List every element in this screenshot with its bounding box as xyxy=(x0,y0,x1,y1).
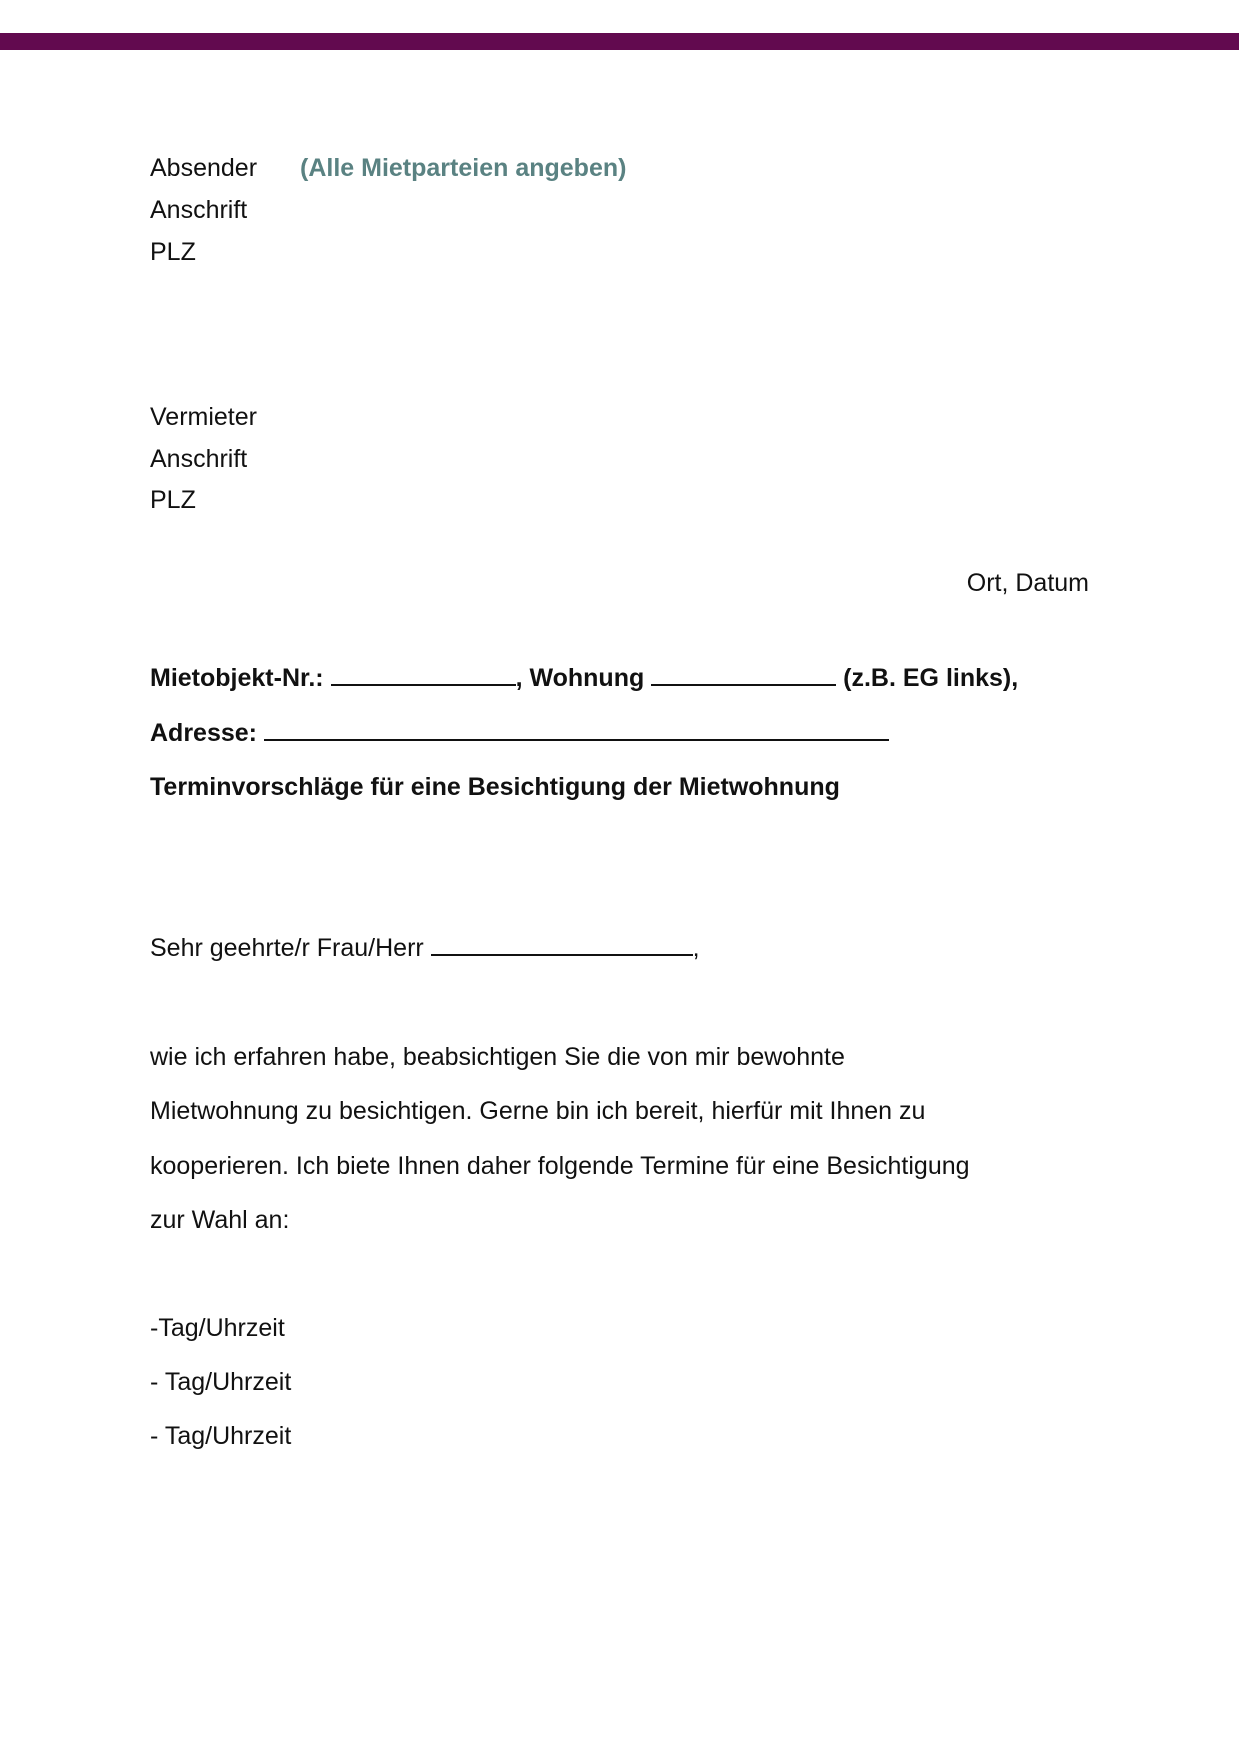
body-line: Mietwohnung zu besichtigen. Gerne bin ich bereit, hierfür mit Ihnen zu xyxy=(150,1097,926,1125)
recipient-address: Anschrift xyxy=(150,445,248,473)
address-label: Adresse: xyxy=(150,719,257,747)
address-field[interactable] xyxy=(264,719,889,741)
header-accent-bar xyxy=(0,33,1239,50)
appointment-item: - Tag/Uhrzeit xyxy=(150,1368,292,1396)
apartment-label: , Wohnung xyxy=(515,664,645,692)
sender-address: Anschrift xyxy=(150,196,248,224)
recipient-label: Vermieter xyxy=(150,403,257,431)
object-number-field[interactable] xyxy=(331,664,516,686)
subject-object-line xyxy=(150,663,1018,693)
appointment-item: -Tag/Uhrzeit xyxy=(150,1314,285,1342)
sender-zip: PLZ xyxy=(150,238,196,266)
subject-title: Terminvorschläge für eine Besichtigung der Mietwohnung xyxy=(150,773,840,801)
apartment-field[interactable] xyxy=(651,664,836,686)
sender-line xyxy=(150,153,627,183)
apartment-hint: (z.B. EG links), xyxy=(843,664,1019,692)
place-date: Ort, Datum xyxy=(966,569,1089,597)
recipient-zip: PLZ xyxy=(150,486,196,514)
object-number-label: Mietobjekt-Nr.: xyxy=(150,664,324,692)
appointment-item: - Tag/Uhrzeit xyxy=(150,1422,292,1450)
recipient-name-field[interactable] xyxy=(431,934,693,956)
salutation-line xyxy=(150,933,700,963)
sender-label: Absender xyxy=(150,154,258,182)
salutation-suffix: , xyxy=(692,934,700,962)
sender-note: (Alle Mietparteien angeben) xyxy=(300,154,627,182)
salutation-text: Sehr geehrte/r Frau/Herr xyxy=(150,934,424,962)
subject-address-line xyxy=(150,718,889,748)
body-line: zur Wahl an: xyxy=(150,1206,290,1234)
body-line: kooperieren. Ich biete Ihnen daher folgende Termine für eine Besichtigung xyxy=(150,1152,970,1180)
body-line: wie ich erfahren habe, beabsichtigen Sie die von mir bewohnte xyxy=(150,1043,845,1071)
